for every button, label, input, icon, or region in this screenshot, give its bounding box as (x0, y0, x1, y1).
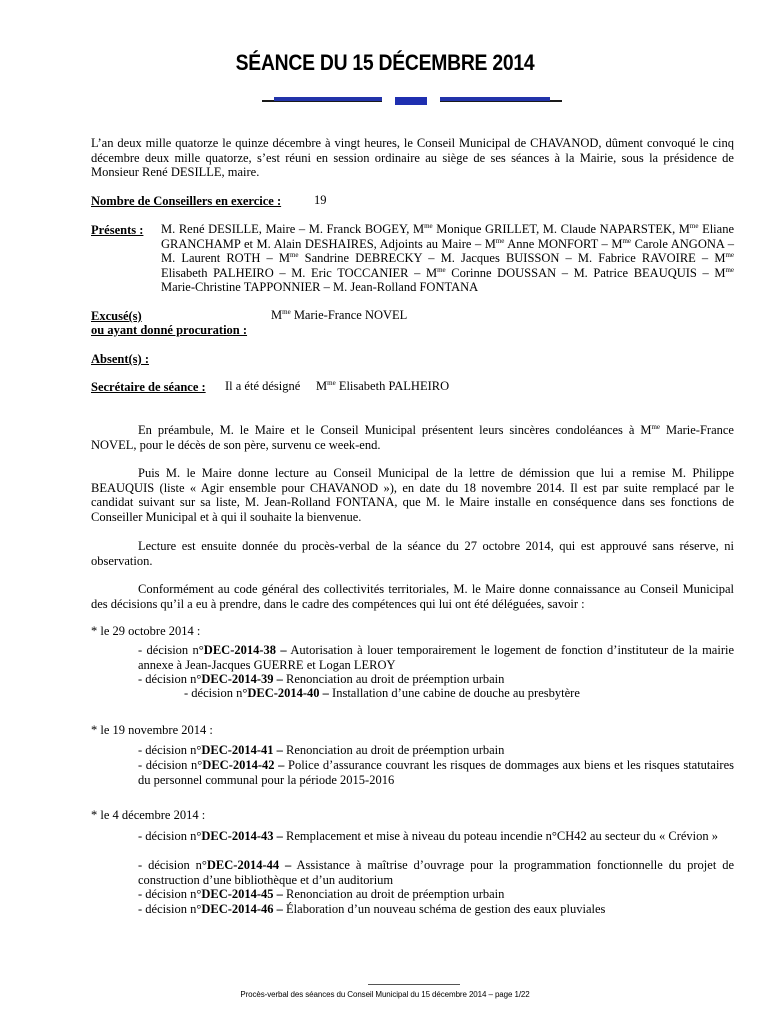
excuse-value: $M^{me}$ Marie-France NOVEL (271, 307, 408, 322)
secretaire-text: Il a été désigné (225, 379, 301, 393)
procuration-label: ou ayant donné procuration : (91, 323, 248, 337)
presents-label: Présents : (91, 223, 144, 237)
decision-item: - décision n°DEC-2014-41 – Renonciation au droit de préemption urbain (138, 743, 505, 757)
page-footer: Procès-verbal des séances du Conseil Municipal du 15 décembre 2014 – page 1/22 (240, 990, 530, 999)
decision-code: DEC-2014-40 – (247, 686, 329, 700)
paragraph-condoleances: En préambule, M. le Maire et le Conseil Municipal présentent leurs sincères condoléances à $M^{me}$ Marie-France NOVEL, pour le décès de son père, survenu ce week-end. (91, 422, 734, 452)
absents-label: Absent(s) : (91, 352, 149, 366)
decision-item: - décision n°DEC-2014-42 – Police d’assurance couvrant les risques de dommages aux biens et les risques statutaires du personnel communal pour la période 2015-2016 (138, 758, 735, 787)
decision-code: DEC-2014-38 – (203, 643, 287, 657)
decision-item: - décision n°DEC-2014-40 – Installation d’une cabine de douche au presbytère (184, 686, 580, 700)
group-date: * le 19 novembre 2014 : (91, 723, 213, 737)
page-title: SÉANCE DU 15 DÉCEMBRE 2014 (235, 50, 535, 75)
decision-item: - décision n°DEC-2014-45 – Renonciation au droit de préemption urbain (138, 887, 505, 901)
secretaire-value: $M^{me}$ Elisabeth PALHEIRO (316, 378, 450, 393)
group-date: * le 4 décembre 2014 : (91, 808, 206, 822)
decision-code: DEC-2014-45 – (201, 887, 283, 901)
conseillers-label: Nombre de Conseillers en exercice : (91, 194, 282, 208)
paragraph-decisions-intro: Conformément au code général des collectivités territoriales, M. le Maire donne connaissance au Conseil Municipal des décisions qu’il a eu à prendre, dans le cadre des compétences qui lui ont été déléguées, savoir : (91, 582, 734, 611)
decision-item: - décision n°DEC-2014-44 – Assistance à maîtrise d’ouvrage pour la programmation fonctionnelle du projet de construction d’une bibliothèque et d’un auditorium (138, 858, 735, 887)
secretaire-label: Secrétaire de séance : (91, 380, 206, 394)
decision-code: DEC-2014-41 – (201, 743, 283, 757)
title-ornament (262, 95, 562, 107)
decision-item: - décision n°DEC-2014-39 – Renonciation au droit de préemption urbain (138, 672, 505, 686)
decision-item: - décision n°DEC-2014-46 – Élaboration d’un nouveau schéma de gestion des eaux pluviales (138, 902, 606, 916)
decision-code: DEC-2014-43 – (201, 829, 283, 843)
decision-code: DEC-2014-46 – (201, 902, 283, 916)
decision-code: DEC-2014-44 – (206, 858, 292, 872)
conseillers-value: 19 (314, 193, 327, 207)
group-date: * le 29 octobre 2014 : (91, 624, 201, 638)
decision-code: DEC-2014-42 – (202, 758, 285, 772)
footer-divider (368, 984, 460, 985)
excuse-label: Excusé(s) (91, 309, 142, 323)
paragraph-proces-verbal: Lecture est ensuite donnée du procès-verbal de la séance du 27 octobre 2014, qui est approuvé sans réserve, ni observation. (91, 539, 734, 568)
presents-list: M. René DESILLE, Maire – M. Franck BOGEY, $M^{me}$ Monique GRILLET, M. Claude NAPARSTEK, $M^{me}$ Eliane GRANCHAMP et M. Alain DESHAIRES, Adjoints au Maire – $M^{me}$ Anne MONFORT – $M^{me}$ Carole ANGONA – M. Laurent ROTH – $M^{me}$ Sandrine DEBRECKY – M. Jacques BUISSON – M. Fabrice RAVOIRE – $M^{me}$ Elisabeth PALHEIRO – M. Eric TOCCANIER – $M^{me}$ Corinne DOUSSAN – M. Patrice BEAUQUIS – $M^{me}$ Marie-Christine TAPPONNIER – M. Jean-Rolland FONTANA (161, 221, 735, 295)
decision-item: - décision n°DEC-2014-38 – Autorisation à louer temporairement le logement de fonction d’instituteur de la mairie annexe à Jean-Jacques GUERRE et Logan LEROY (138, 643, 734, 672)
paragraph-demission: Puis M. le Maire donne lecture au Conseil Municipal de la lettre de démission que lui a remise M. Philippe BEAUQUIS (liste « Agir ensemble pour CHAVANOD »), en date du 18 novembre 2014. Il est par suite remplacé par le candidat suivant sur sa liste, M. Jean-Rolland FONTANA, que M. le Maire installe en conséquence dans ses fonctions de Conseiller Municipal et à qui il souhaite la bienvenue. (91, 466, 734, 524)
intro-paragraph: L’an deux mille quatorze le quinze décembre à vingt heures, le Conseil Municipal de CHAVANOD, dûment convoqué le cinq décembre deux mille quatorze, s’est réuni en session ordinaire au siège de ses séances à la Mairie, sous la présidence de Monsieur René DESILLE, maire. (91, 136, 734, 180)
decision-code: DEC-2014-39 – (201, 672, 283, 686)
decision-item: - décision n°DEC-2014-43 – Remplacement et mise à niveau du poteau incendie n°CH42 au secteur du « Crévion » (138, 829, 718, 843)
